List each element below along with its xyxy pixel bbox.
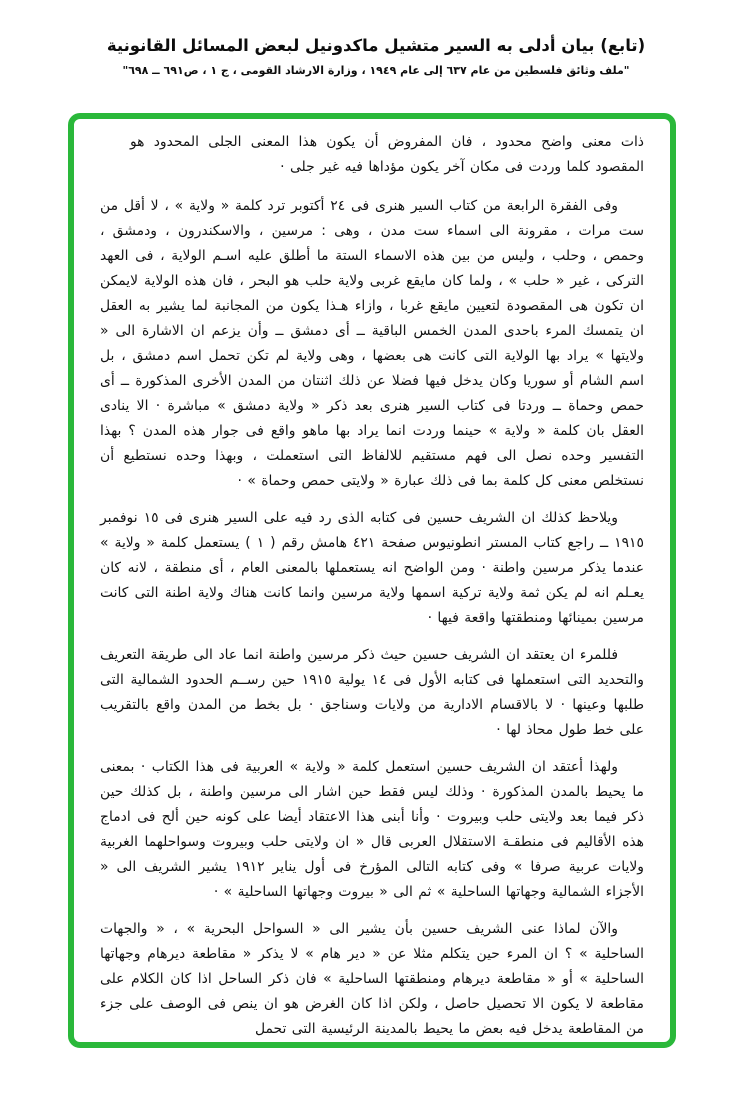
paragraph-october-letter: وفى الفقرة الرابعة من كتاب السير هنرى فى ٢٤ أكتوبر ترد كلمة « ولاية » ، لا أقل من ست مرات ، مقرونة الى اسماء ست مدن ، وهى : مرسين ، والاسكندرون ، ودمشق ، وحمص ، وحلب ، وليس من بين هذه الاسماء الستة ما أطلق عليه اسـم الولاية ، فى العهد التركى ، غير « حلب » ، ولما كان مايقع غربى ولاية حلب هو البحر ، فان هذه الولاية لايمكن ان تكون هى المقصودة لتعيين مايقع غربا ، وازاء هـذا يكون من المجانبة لما يشير به العقل ان يتمسك المرء باحدى المدن الخمس الباقية ــ أى دمشق ــ وأن يزعم ان الاشارة الى « ولايتها » يراد بها الولاية التى كانت هى بعضها ، وهى ولاية لم تكن تحمل اسم دمشق ، بل اسم الشام أو سوريا وكان يدخل فيها فضلا عن ذلك اثنتان من المدن الأخرى المذكورة ــ أى حمص وحماة ــ وردتا فى كتاب السير هنرى بعد ذكر « ولاية دمشق » مباشرة · الا ينادى العقل بان كلمة « ولاية » حينما وردت انما يراد بها ماهو واقع فى جوار هذه المدن ؟ بهذا التفسير وحده نصل الى فهم مستقيم للالفاظ التى استعملت ، وبهذا وحده نستطيع أن نستخلص معنى كل كلمة بما فى ذلك عبارة « ولايتى حمص وحماة » · (100, 198, 644, 489)
paragraph-wilaya-meaning: ولهذا أعتقد ان الشريف حسين استعمل كلمة « ولاية » العربية فى هذا الكتاب · بمعنى ما يحيط بالمدن المذكورة · وذلك ليس فقط حين اشار الى مرسين واطنة ، بل كذلك حين ذكر فيما بعد ولايتى حلب وبيروت · وأنا أبنى هذا الاعتقاد أيضا على كونه حين ألح فى ادماج هذه الأقاليم فى منطقـة الاستقلال العربى قال « ان ولايتى حلب وبيروت وسواحلهما الغربية ولايات عربية صرفا » وفى كتابه التالى المؤرخ فى أول يناير ١٩١٢ يشير الشريف الى « الأجزاء الشمالية وجهاتها الساحلية » ثم الى « بيروت وجهاتها الساحلية » · (100, 759, 644, 900)
page-header (0, 36, 752, 77)
document-green-frame (68, 113, 676, 1048)
paragraph-coastal-regions: والآن لماذا عنى الشريف حسين بأن يشير الى « السواحل البحرية » ، « والجهات الساحلية » ؟ ان المرء حين يتكلم مثلا عن « دير هام » لا يذكر « مقاطعة ديرهام وجهاتها الساحلية » أو « مقاطعة ديرهام ومنطقتها الساحلية » فان ذكر الساحل اذا كان الكلام على مقاطعة لا يكون الا تحصيل حاصل ، ولكن اذا كان الغرض هو ان ينص فى الوصف على جزء من المقاطعة يدخل فيه بعض ما يحيط بالمدينة الرئيسية التى تحمل (100, 921, 644, 1037)
paragraph-northern-borders: فللمرء ان يعتقد ان الشريف حسين حيث ذكر مرسين واطنة انما عاد الى طريقة التعريف والتحديد التى استعملها فى كتابه الأول فى ١٤ يولية ١٩١٥ حين رســم الحدود الشمالية التى طلبها وعينها · لا بالاقسام الادارية من ولايات وسناجق · بل بخط من المدن واقع بالتقريب على خط طول محاذ لها · (100, 647, 645, 738)
paragraph-sharif-reply: ويلاحظ كذلك ان الشريف حسين فى كتابه الذى رد فيه على السير هنرى فى ١٥ نوفمبر ١٩١٥ ــ راجع كتاب المستر انطونيوس صفحة ٤٢١ هامش رقم ( ١ ) يستعمل كلمة « ولاية » عندما يذكر مرسين واطنة · ومن الواضح انه يستعملها بالمعنى العام ، أى منطقة ، لانه كان يعـلم انه لم يكن ثمة ولاية تركية اسمها ولاية مرسين وانما كانت هناك ولاية اطنة التى كانت مرسين بمينائها ومنطقتها واقعة فيها · (100, 510, 644, 626)
document-source-reference: "ملف وثائق فلسطين من عام ٦٣٧ إلى عام ١٩٤٩ ، وزارة الارشاد القومى ، ج ١ ، ص٦٩١ ــ ٦٩٨" (122, 64, 630, 77)
document-title: (تابع) بيان أدلى به السير متشيل ماكدونيل لبعض المسائل القانونية (106, 36, 646, 55)
paragraph-continuation: ذات معنى واضح محدود ، فان المفروض أن يكون هذا المعنى الجلى المحدود هو المقصود كلما وردت فى مكان آخر يكون مؤداها فيه غير جلى · (130, 134, 644, 175)
